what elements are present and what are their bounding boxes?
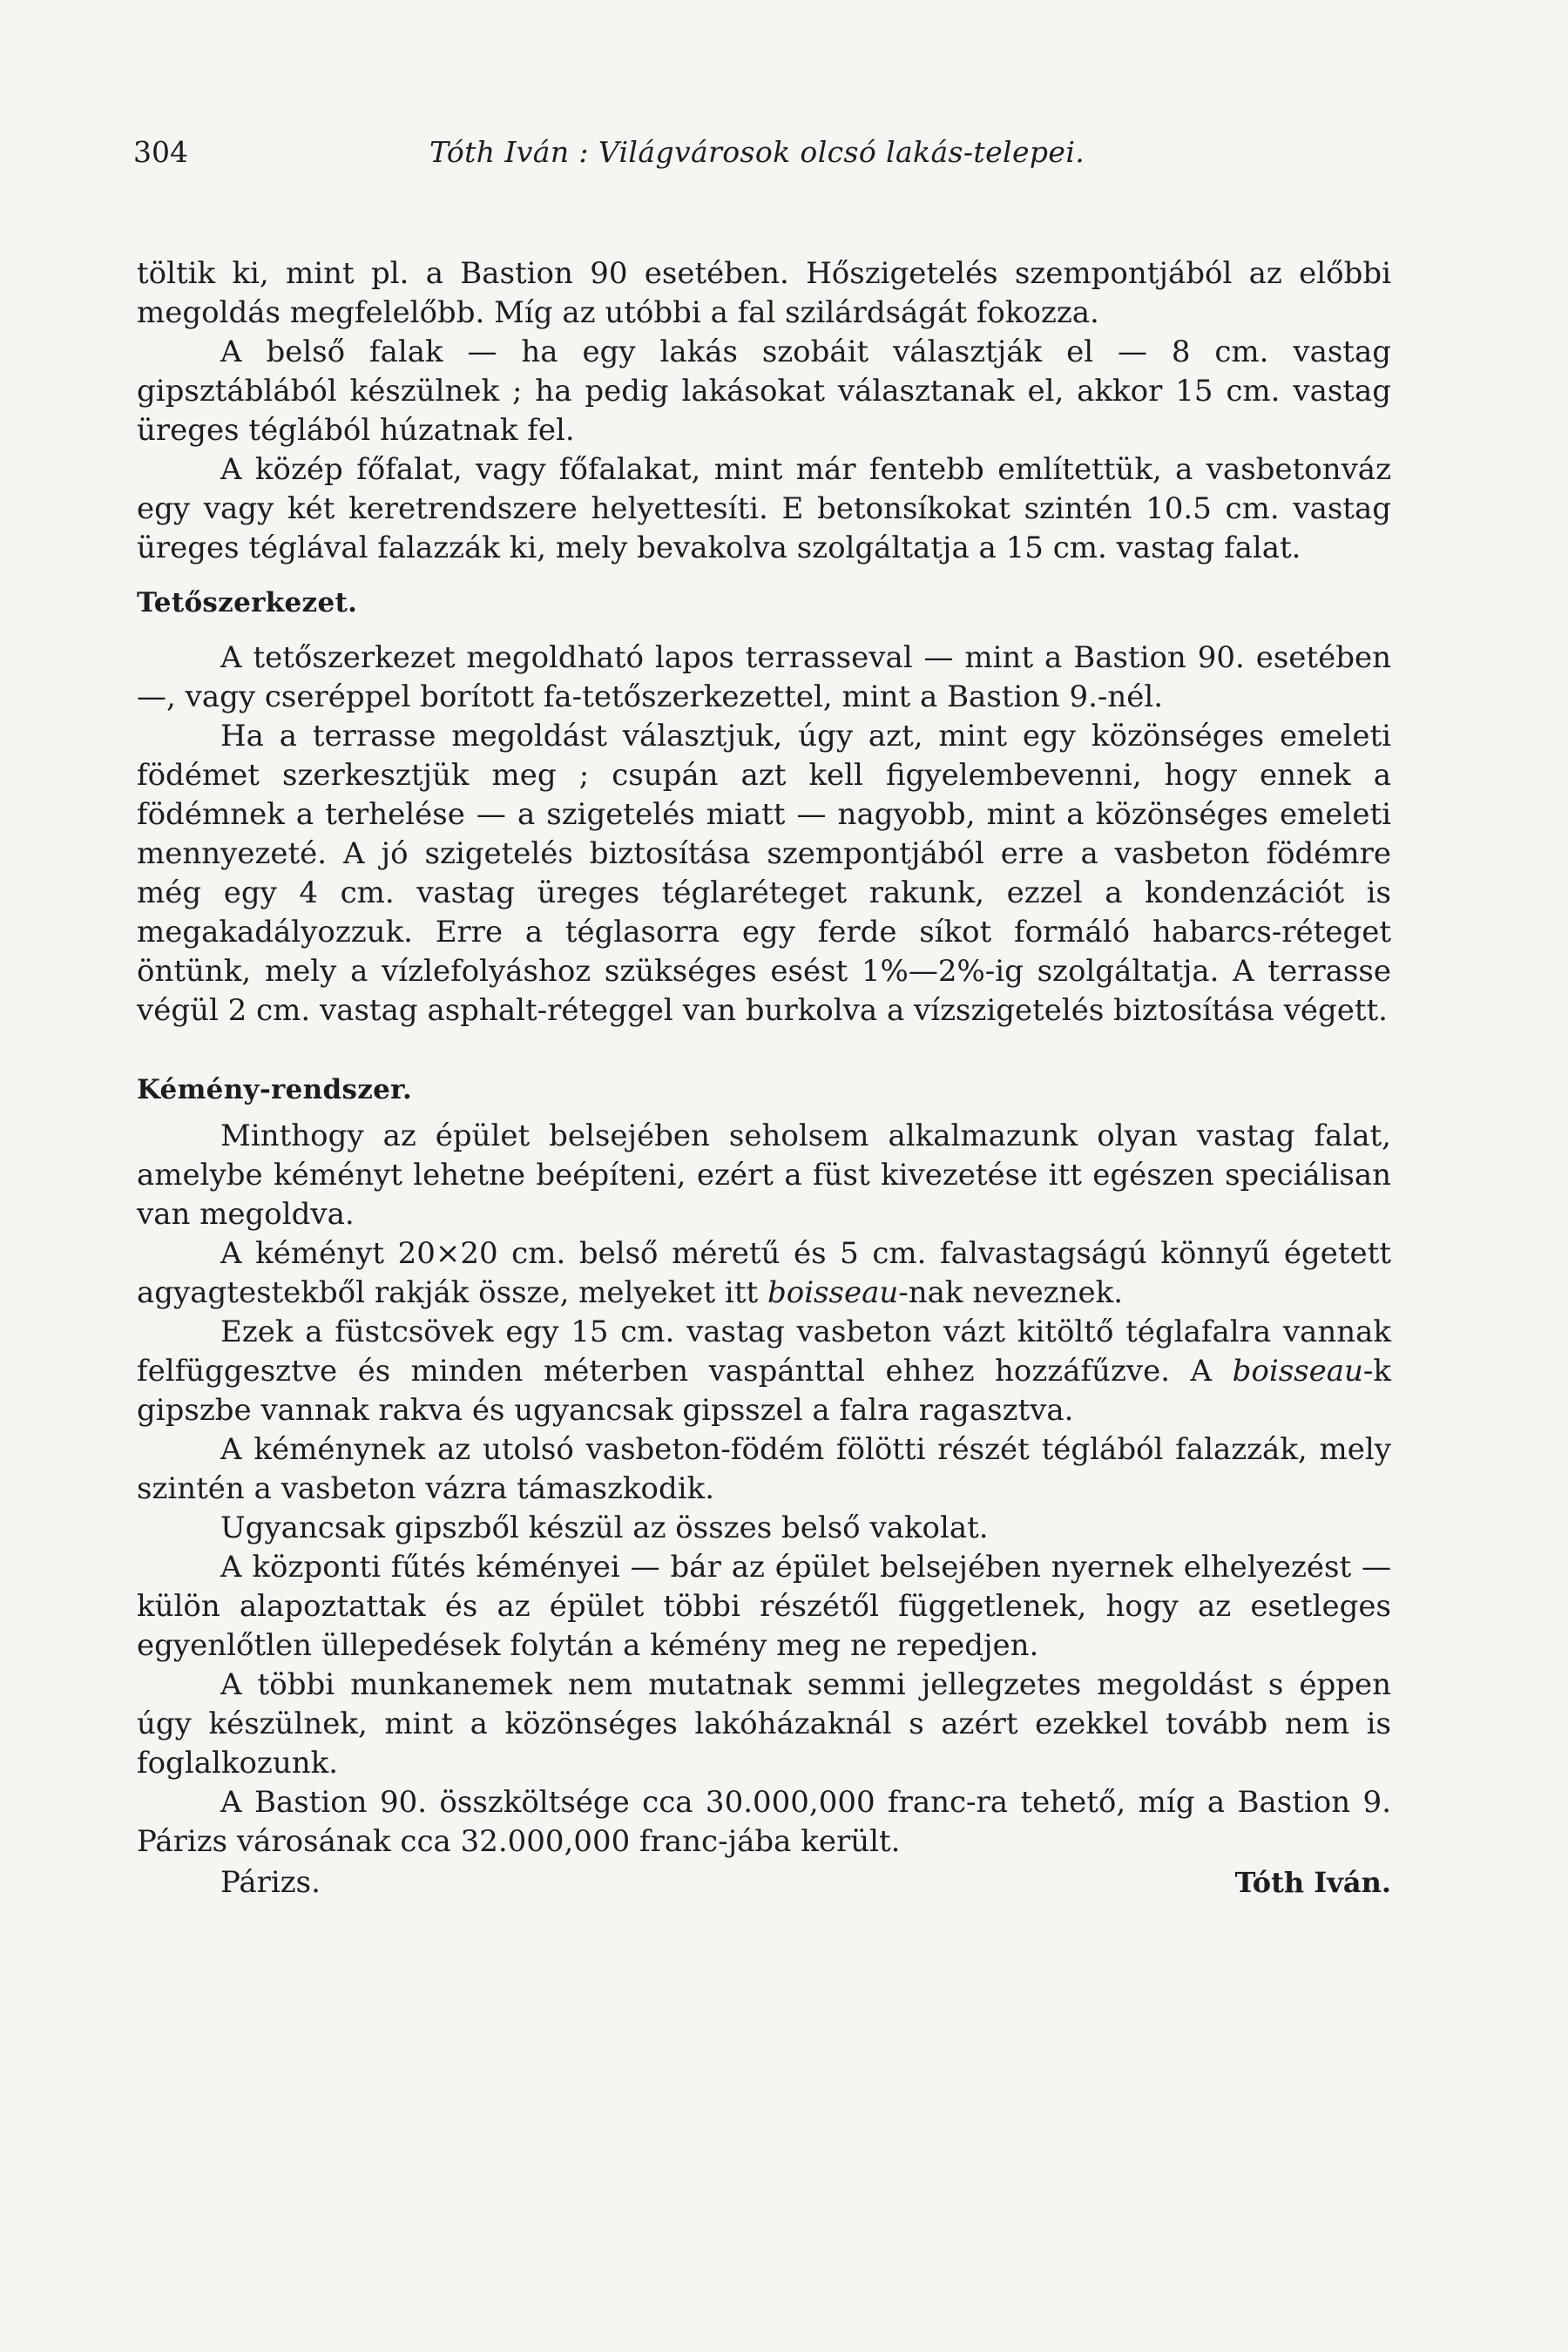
- text-run: -nak neveznek.: [898, 1275, 1124, 1310]
- signature-author: Tóth Iván.: [1234, 1866, 1391, 1899]
- text-run: A kéményt 20×20 cm. belső méretű és 5 cm. falvastagságú könnyű égetett agyagtestekből rakják össze, melyeket itt: [137, 1236, 1391, 1310]
- italic-term: boisseau: [767, 1275, 899, 1310]
- paragraph-main-walls: A közép főfalat, vagy főfalakat, mint már fentebb említettük, a vasbetonváz egy vagy két keretrendszere helyettesíti. E betonsíkokat szintén 10.5 cm. vastag üreges téglával falazzák ki, mely bevakolva szolgáltatja a 15 cm. vastag falat.: [137, 452, 1391, 565]
- section-heading-roof: Tetőszerkezet.: [137, 587, 358, 618]
- signature-place: Párizs.: [220, 1865, 321, 1900]
- paragraph-heating-chimneys: A központi fűtés kéményei — bár az épület belsejében nyernek elhelyezést — külön alapoztattak és az épület többi részétől függetlenek, hogy az esetleges egyenlőtlen üllepedések folytán a kémény meg ne repedjen.: [137, 1550, 1391, 1663]
- paragraph-terrasse: Ha a terrasse megoldást választjuk, úgy azt, mint egy közönséges emeleti födémet szerkesztjük meg ; csupán azt kell figyelembevenni, hogy ennek a födémnek a terhelése — a szigetelés miatt — nagyobb, mint a közönséges emeleti mennyezeté. A jó szigetelés biztosítása szempontjából erre a vasbeton födémre még egy 4 cm. vastag üreges téglaréteget rakunk, ezzel a kondenzációt is megakadályozzuk. Erre a téglasorra egy ferde síkot formáló habarcs-réteget öntünk, mely a vízlefolyáshoz szükséges esést 1%—2%-ig szolgáltatja. A terrasse végül 2 cm. vastag asphalt-réteggel van burkolva a vízszigetelés biztosítása végett.: [137, 719, 1391, 1028]
- paragraph-costs: A Bastion 90. összköltsége cca 30.000,000 franc-ra tehető, míg a Bastion 9. Párizs városának cca 32.000,000 franc-jába került.: [137, 1785, 1391, 1859]
- signature-line: [137, 1863, 1391, 1903]
- paragraph-chimney-size: [137, 1234, 1391, 1313]
- text-run: Ezek a füstcsövek egy 15 cm. vastag vasbeton vázt kitöltő téglafalra vannak felfüggesztve és minden méterben vaspánttal ehhez hozzáfűzve. A: [137, 1315, 1391, 1389]
- paragraph-flue-pipes: [137, 1313, 1391, 1430]
- paragraph-inner-walls: A belső falak — ha egy lakás szobáit választják el — 8 cm. vastag gipsztáblából készülnek ; ha pedig lakásokat választanak el, akkor 15 cm. vastag üreges téglából húzatnak fel.: [137, 335, 1391, 448]
- page-number: 304: [133, 135, 188, 169]
- paragraph-roof-options: A tetőszerkezet megoldható lapos terrasseval — mint a Bastion 90. esetében —, vagy cseréppel borított fa-tetőszerkezettel, mint a Bastion 9.-nél.: [137, 640, 1391, 714]
- paragraph-plaster: Ugyancsak gipszből készül az összes belső vakolat.: [220, 1511, 989, 1545]
- paragraph-continuation: töltik ki, mint pl. a Bastion 90 esetében. Hőszigetelés szempontjából az előbbi megoldás megfelelőbb. Míg az utóbbi a fal szilárdságát fokozza.: [137, 256, 1391, 330]
- article-body: [137, 254, 1391, 1903]
- page-header: [133, 135, 1396, 179]
- section-heading-chimney: Kémény-rendszer.: [137, 1074, 413, 1105]
- running-title: Tóth Iván : Világvárosok olcsó lakás-telepei.: [429, 135, 1085, 169]
- italic-term: boisseau: [1232, 1354, 1363, 1389]
- paragraph-chimney-top: A kéménynek az utolsó vasbeton-födém fölötti részét téglából falazzák, mely szintén a vasbeton vázra támaszkodik.: [137, 1432, 1391, 1506]
- paragraph-other-works: A többi munkanemek nem mutatnak semmi jellegzetes megoldást s éppen úgy készülnek, mint a közönséges lakóházaknál s azért ezekkel tovább nem is foglalkozunk.: [137, 1667, 1391, 1781]
- text-run: -k gipszbe vannak rakva és ugyancsak gipsszel a falra ragasztva.: [137, 1354, 1391, 1428]
- paragraph-chimney-intro: Minthogy az épület belsejében seholsem alkalmazunk olyan vastag falat, amelybe kéményt lehetne beépíteni, ezért a füst kivezetése itt egészen speciálisan van megoldva.: [137, 1119, 1391, 1232]
